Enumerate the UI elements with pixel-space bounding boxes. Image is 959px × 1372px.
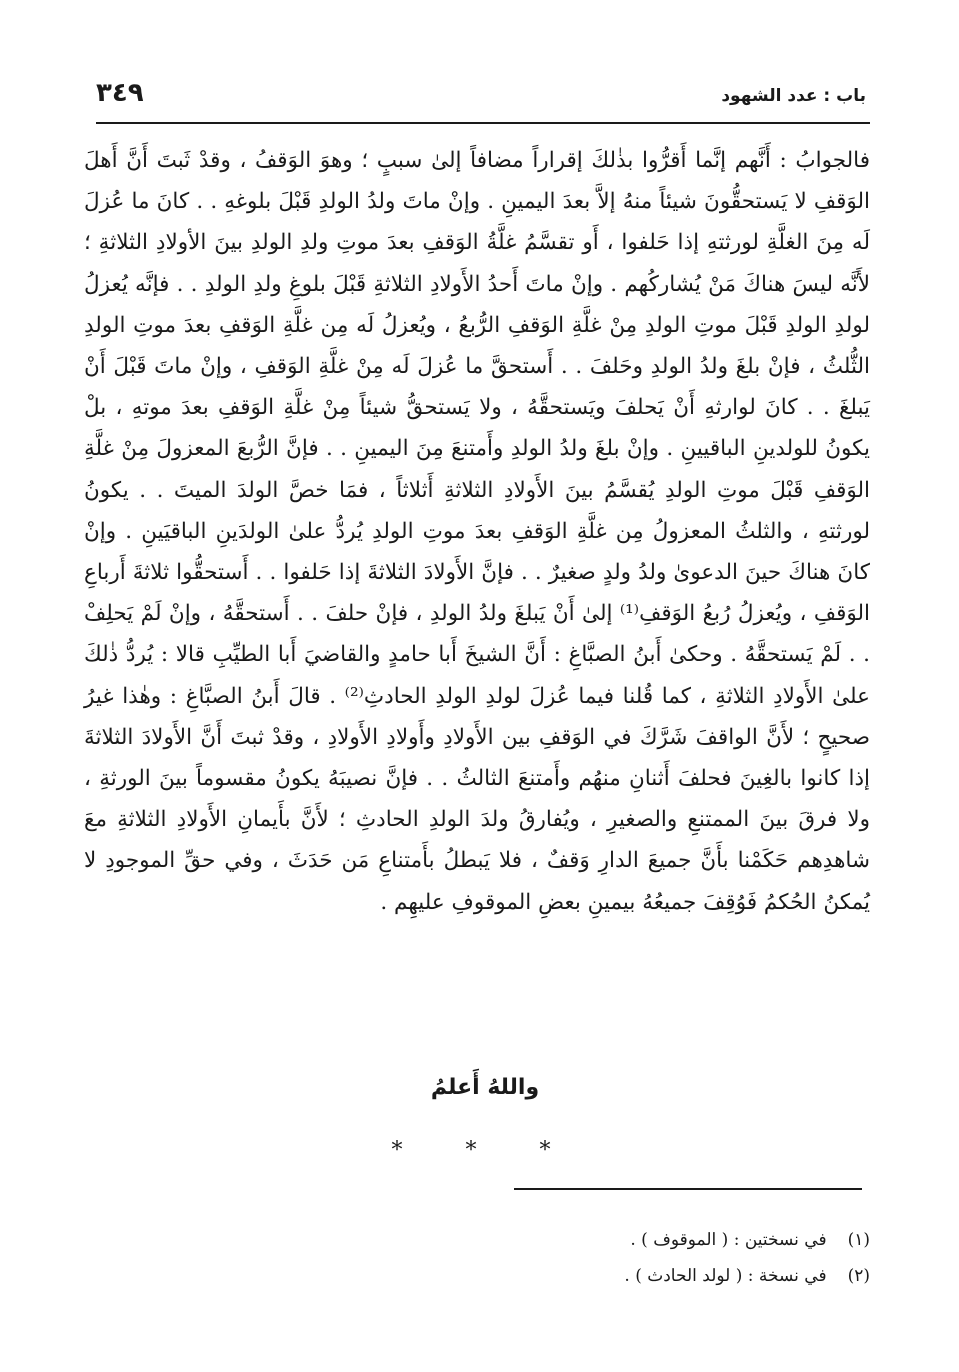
footnote-number: (٢) <box>847 1266 870 1286</box>
text-line: كما قُلنا فيما عُزلَ لولدِ الولدِ الحادثِ⁽²⁾ . قالَ أَبنُ الصبَّاغِ : وهٰذا غيرُ صحيحٍ ؛ لأَنَّ <box>84 683 870 750</box>
text-line: أَنَّ أَهلَ الوَقفِ لا يَستحقُّونَ شيئاً منهُ إلاَّ بعدَ اليمينِ . وإنْ ماتَ ولدُ الولدِ قَبْلَ بلوغهِ . . <box>84 148 871 215</box>
text-line: غلَّةِ الوَقفِ بعدَ موتِ الولدِ الثُّلثُ ، فإنْ بلغَ ولدُ الولدِ وحَلفَ . . أَستحقَّ ما عُزلَ لَه مِنْ <box>84 312 870 380</box>
text-line: فإنَّ الأَولادَ الثلاثةَ إذا حَلفوا . . أَستحقُّوا ثلاثةَ أَرباعِ الوَقفِ ، ويُعزلُ رُبعُ الوَقفِ⁽¹⁾ إلىٰ <box>84 560 871 627</box>
body-paragraph <box>84 140 870 923</box>
text-line: مِنَ اليمينِ . . فإنَّ الرُّبعَ المعزولَ مِنْ غلَّةِ الوَقفِ قَبْلَ موتِ الولدِ يُقسَّمُ بينَ الأَولادِ الثلاثةِ <box>84 436 871 503</box>
footnote-text: في نسختين : ( الموقوف ) . <box>630 1230 827 1250</box>
text-line: فالجوابُ : أَنَّهم إنَّما أَقرُّوا بذٰلكَ إقراراً مضافاً إلىٰ سببٍ ؛ وهوَ الوَقفُ ، وقدْ ثَبتَ <box>156 148 870 173</box>
text-line: ولا فرقَ بينَ الممتنعِ والصغيرِ ، ويُفارقُ ولدَ الولدِ الحادثِ ؛ لأَنَّ بأَيمانِ الأَولادِ الثلاثةِ <box>117 807 870 833</box>
text-line: شيئاً مِنْ غلَّةِ الوَقفِ بعدَ موتهِ ، بلْ يكونُ للولدينِ الباقيينِ . وإنْ بلغَ ولدُ الولدِ وأَمتنعَ <box>84 395 871 462</box>
text-line: أَثلاثاً ، فمَا خصَّ الولدَ الميتَ . . يكونُ لورثتهِ ، والثلثُ المعزولُ مِن غلَّةِ الوَقفِ بعدَ <box>84 477 870 544</box>
page-number: ٣٤٩ <box>96 78 144 108</box>
footnote-item <box>480 1222 870 1258</box>
body-text <box>84 140 870 923</box>
footnote-divider <box>514 1188 862 1190</box>
section-separator: * * * <box>391 1138 579 1163</box>
text-line: كانَ ما عُزلَ لَه مِنَ الغلَّةِ لورثتهِ إذا حَلفوا ، أَو تقسَّمُ غلَّةُ الوَقفِ بعدَ موتِ ولدِ الولدِ بينَ <box>84 189 870 256</box>
footnote-number: (١) <box>847 1230 870 1250</box>
text-line: موتِ الولدِ يُردُّ علىٰ الولدَينِ الباقيَينِ . وإنْ كانَ هناكَ حينَ الدعوىٰ ولدُ ولدٍ صغيرٌ . . <box>84 518 870 586</box>
text-line: الأولادِ الثلاثةِ ؛ لأَنَّه ليسَ هناكَ مَنْ يُشاركُهم . وإنْ ماتَ أَحدُ الأَولادِ الثلاثةِ قَبْلَ بلوغِ <box>84 230 870 297</box>
page-header <box>96 78 866 118</box>
text-line: كانوا بالغِينَ فحلفَ أَثنانِ منهُم وأَمتنعَ الثالثُ . . فإنَّ نصيبَهُ يكونُ مقسوماً بينَ الورثةِ ، <box>84 766 841 792</box>
footnotes <box>480 1222 870 1294</box>
text-line: غلَّةِ الوَقفِ ، وإنْ ماتَ قَبْلَ أَنْ يَبلغَ . . كانَ لوارثهِ أَنْ يَحلفَ ويَستحقَّهُ ، ولا يَستحقُّ <box>84 354 870 421</box>
footnote-item <box>480 1258 870 1294</box>
text-line: الواقفَ شَرَّكَ في الوَقفِ بين الأَولادِ وأَولادِ الأَولادِ ، وقدْ ثبتَ أَنَّ الأَولادَ الثلاثةَ إذا <box>84 724 870 792</box>
text-line: الموجودِ لا يُمكنُ الحُكمُ فَوُقِفَ جميعُهُ بيمينِ بعضِ الموقوفِ عليهِم . <box>84 848 870 915</box>
text-line: الصبَّاغِ : أَنَّ الشيخَ أَبا حامدٍ والقاضيَ أَبا الطيِّبِ قالا : يُردُّ ذٰلكَ علىٰ الأَولادِ الثلاثةِ ، <box>84 642 870 709</box>
header-divider <box>96 122 870 124</box>
closing-phrase: واللهُ أَعلمُ <box>430 1075 540 1100</box>
text-line: أَنْ يَبلغَ ولدُ الولدِ ، فإنْ حلفَ . . أَستحقَّهُ ، وإنْ لَمْ يَحلِفْ . . لَمْ يَستحقَّهُ . وحكىٰ أَبنُ <box>84 601 870 668</box>
chapter-title: باب : عدد الشهود <box>721 86 866 106</box>
footnote-text: في نسخة : ( لولد الحادث ) . <box>624 1266 827 1286</box>
text-line: معَ شاهدِهم حَكَمْنا بأَنَّ جميعَ الدارِ وَقفٌ ، فلا يَبطلُ بأَمتناعِ مَن حَدَثَ ، وفي حقِّ <box>84 807 870 874</box>
text-line: ولدِ الولدِ . . فإنَّه يُعزلُ لولدِ الولدِ قَبْلَ موتِ الولدِ مِنْ غلَّةِ الوَقفِ الرُّبعُ ، ويُعزلُ لَه مِن <box>84 271 870 338</box>
